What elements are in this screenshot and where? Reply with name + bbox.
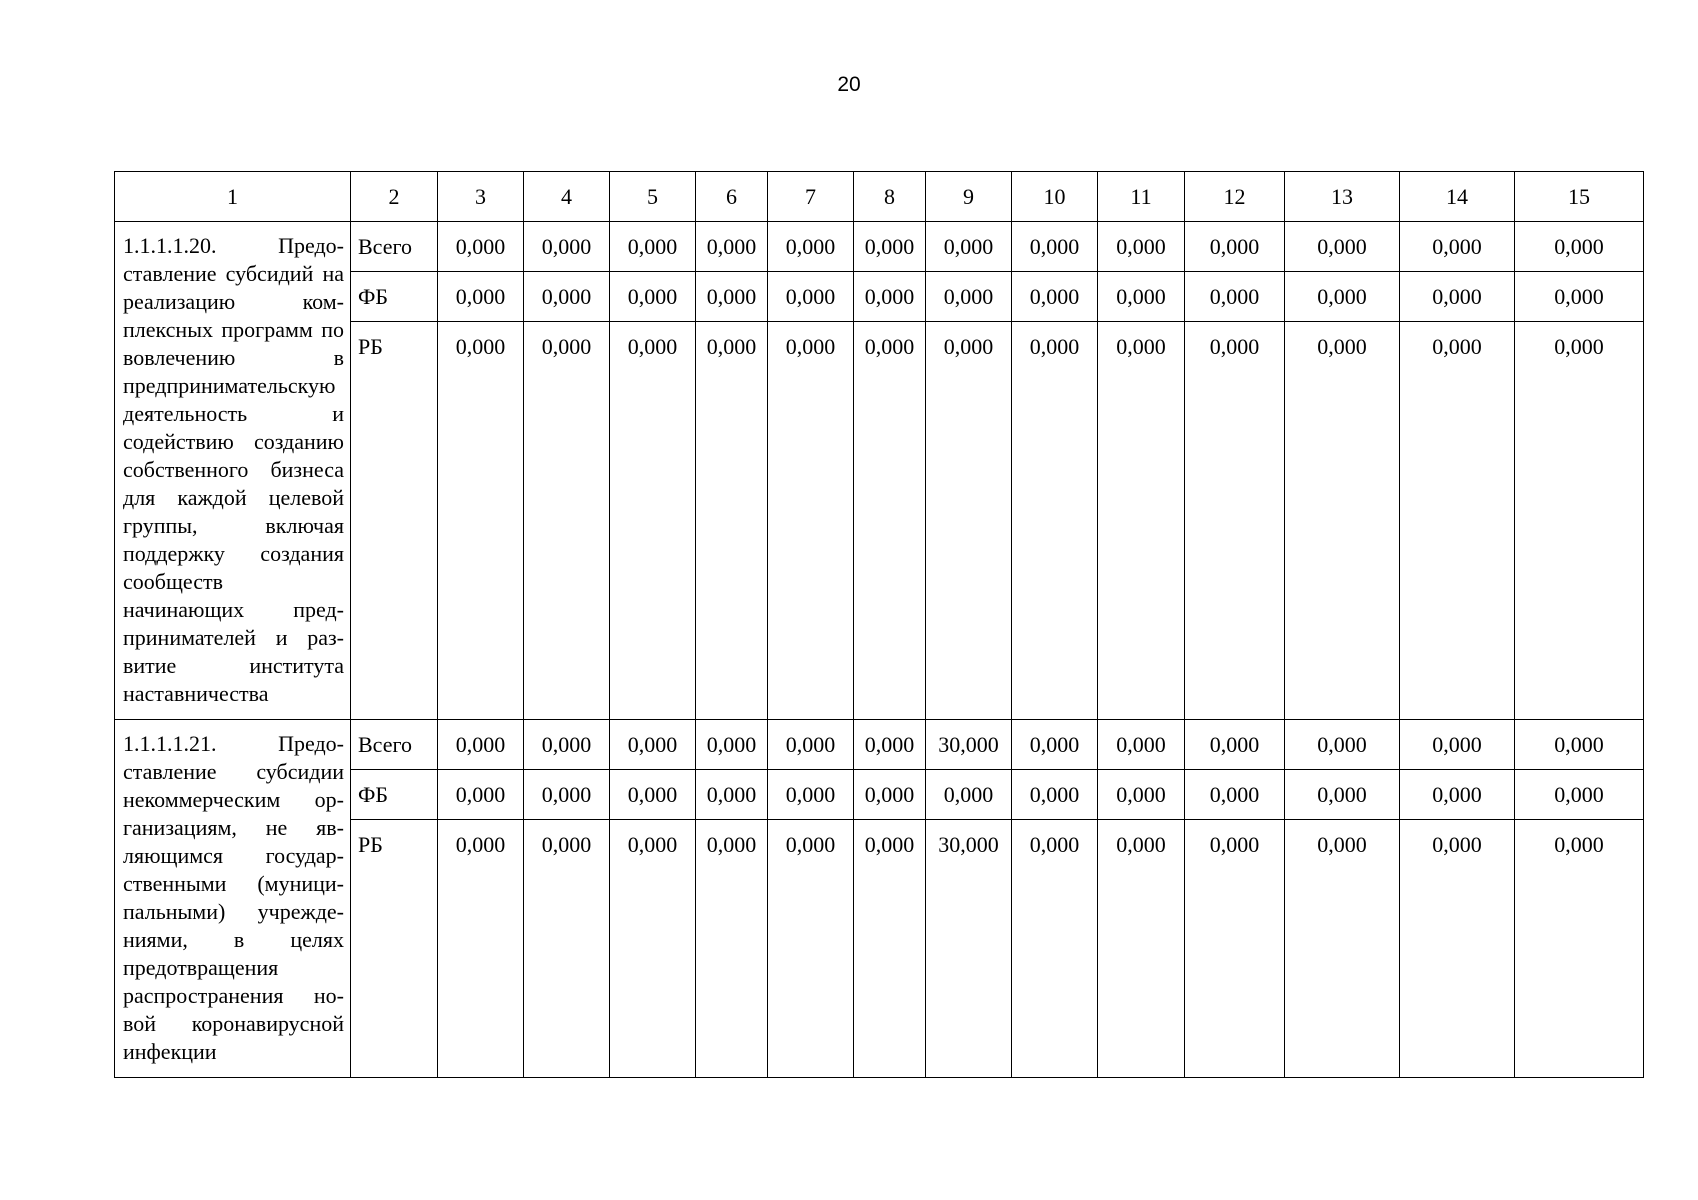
value-cell: 0,000: [1515, 720, 1644, 770]
value-cell: 0,000: [1098, 820, 1185, 1078]
value-cell: 0,000: [854, 820, 926, 1078]
value-cell: 0,000: [1098, 322, 1185, 720]
funding-source: РБ: [351, 820, 438, 1078]
value-cell: 0,000: [854, 272, 926, 322]
value-cell: 0,000: [438, 322, 524, 720]
funding-source: ФБ: [351, 272, 438, 322]
value-cell: 0,000: [610, 222, 696, 272]
value-cell: 0,000: [1012, 272, 1098, 322]
value-cell: 0,000: [1400, 322, 1515, 720]
value-cell: 0,000: [1012, 322, 1098, 720]
column-header: 11: [1098, 172, 1185, 222]
value-cell: 0,000: [1012, 820, 1098, 1078]
value-cell: 0,000: [926, 222, 1012, 272]
value-cell: 0,000: [610, 720, 696, 770]
column-header: 9: [926, 172, 1012, 222]
budget-table: [114, 171, 1644, 1078]
value-cell: 0,000: [854, 720, 926, 770]
column-header: 6: [696, 172, 768, 222]
value-cell: 0,000: [1515, 770, 1644, 820]
value-cell: 30,000: [926, 720, 1012, 770]
value-cell: 0,000: [1098, 720, 1185, 770]
value-cell: 0,000: [438, 770, 524, 820]
value-cell: 0,000: [438, 820, 524, 1078]
value-cell: 0,000: [524, 770, 610, 820]
value-cell: 0,000: [1012, 720, 1098, 770]
value-cell: 0,000: [438, 272, 524, 322]
value-cell: 0,000: [1285, 770, 1400, 820]
value-cell: 0,000: [1400, 820, 1515, 1078]
value-cell: 0,000: [1185, 820, 1285, 1078]
value-cell: 0,000: [524, 820, 610, 1078]
value-cell: 0,000: [1285, 222, 1400, 272]
column-header: 4: [524, 172, 610, 222]
value-cell: 0,000: [926, 770, 1012, 820]
value-cell: 0,000: [768, 322, 854, 720]
column-header: 12: [1185, 172, 1285, 222]
column-header: 10: [1012, 172, 1098, 222]
value-cell: 0,000: [926, 322, 1012, 720]
funding-source: Всего: [351, 720, 438, 770]
value-cell: 0,000: [438, 222, 524, 272]
measure-description: 1.1.1.1.21. Предоставление субсидии некоммерческим организациям, не являющимся государственными (муниципальными) учреждениями, в целях предотвращения распространения новой коронавирусной инфекции: [115, 720, 351, 1078]
value-cell: 0,000: [768, 720, 854, 770]
measure-description: 1.1.1.1.20. Предоставление субсидий на реализацию комплексных программ по вовлечению в предпринимательскую деятельность и содействию созданию собственного бизнеса для каждой целевой группы, включая поддержку создания сообществ начинающих предпринимателей и развитие института наставничества: [115, 222, 351, 720]
value-cell: 0,000: [1400, 720, 1515, 770]
column-header: 8: [854, 172, 926, 222]
column-header: 2: [351, 172, 438, 222]
value-cell: 0,000: [1515, 272, 1644, 322]
value-cell: 0,000: [696, 272, 768, 322]
value-cell: 0,000: [696, 222, 768, 272]
value-cell: 0,000: [1400, 222, 1515, 272]
column-header: 14: [1400, 172, 1515, 222]
column-header: 7: [768, 172, 854, 222]
value-cell: 0,000: [1400, 272, 1515, 322]
value-cell: 30,000: [926, 820, 1012, 1078]
table-row: [115, 222, 1644, 272]
value-cell: 0,000: [524, 222, 610, 272]
column-header: 3: [438, 172, 524, 222]
column-header: 1: [115, 172, 351, 222]
value-cell: 0,000: [438, 720, 524, 770]
value-cell: 0,000: [1012, 222, 1098, 272]
value-cell: 0,000: [1185, 272, 1285, 322]
value-cell: 0,000: [1185, 222, 1285, 272]
table-row: [115, 720, 1644, 770]
value-cell: 0,000: [926, 272, 1012, 322]
value-cell: 0,000: [1098, 770, 1185, 820]
value-cell: 0,000: [768, 272, 854, 322]
column-header: 5: [610, 172, 696, 222]
header-row: [115, 172, 1644, 222]
funding-source: ФБ: [351, 770, 438, 820]
value-cell: 0,000: [1185, 770, 1285, 820]
value-cell: 0,000: [1285, 720, 1400, 770]
value-cell: 0,000: [696, 820, 768, 1078]
page-number: 20: [837, 73, 861, 96]
value-cell: 0,000: [1515, 322, 1644, 720]
value-cell: 0,000: [696, 322, 768, 720]
value-cell: 0,000: [854, 222, 926, 272]
value-cell: 0,000: [610, 820, 696, 1078]
value-cell: 0,000: [1285, 820, 1400, 1078]
value-cell: 0,000: [854, 770, 926, 820]
value-cell: 0,000: [696, 720, 768, 770]
funding-source: РБ: [351, 322, 438, 720]
column-header: 15: [1515, 172, 1644, 222]
value-cell: 0,000: [1185, 720, 1285, 770]
value-cell: 0,000: [768, 222, 854, 272]
value-cell: 0,000: [1400, 770, 1515, 820]
funding-source: Всего: [351, 222, 438, 272]
value-cell: 0,000: [524, 322, 610, 720]
value-cell: 0,000: [1285, 322, 1400, 720]
value-cell: 0,000: [1515, 222, 1644, 272]
value-cell: 0,000: [768, 770, 854, 820]
value-cell: 0,000: [696, 770, 768, 820]
value-cell: 0,000: [1098, 222, 1185, 272]
value-cell: 0,000: [524, 272, 610, 322]
value-cell: 0,000: [524, 720, 610, 770]
column-header: 13: [1285, 172, 1400, 222]
value-cell: 0,000: [1515, 820, 1644, 1078]
value-cell: 0,000: [768, 820, 854, 1078]
value-cell: 0,000: [854, 322, 926, 720]
value-cell: 0,000: [610, 272, 696, 322]
value-cell: 0,000: [610, 770, 696, 820]
value-cell: 0,000: [1012, 770, 1098, 820]
value-cell: 0,000: [1185, 322, 1285, 720]
value-cell: 0,000: [610, 322, 696, 720]
value-cell: 0,000: [1098, 272, 1185, 322]
value-cell: 0,000: [1285, 272, 1400, 322]
